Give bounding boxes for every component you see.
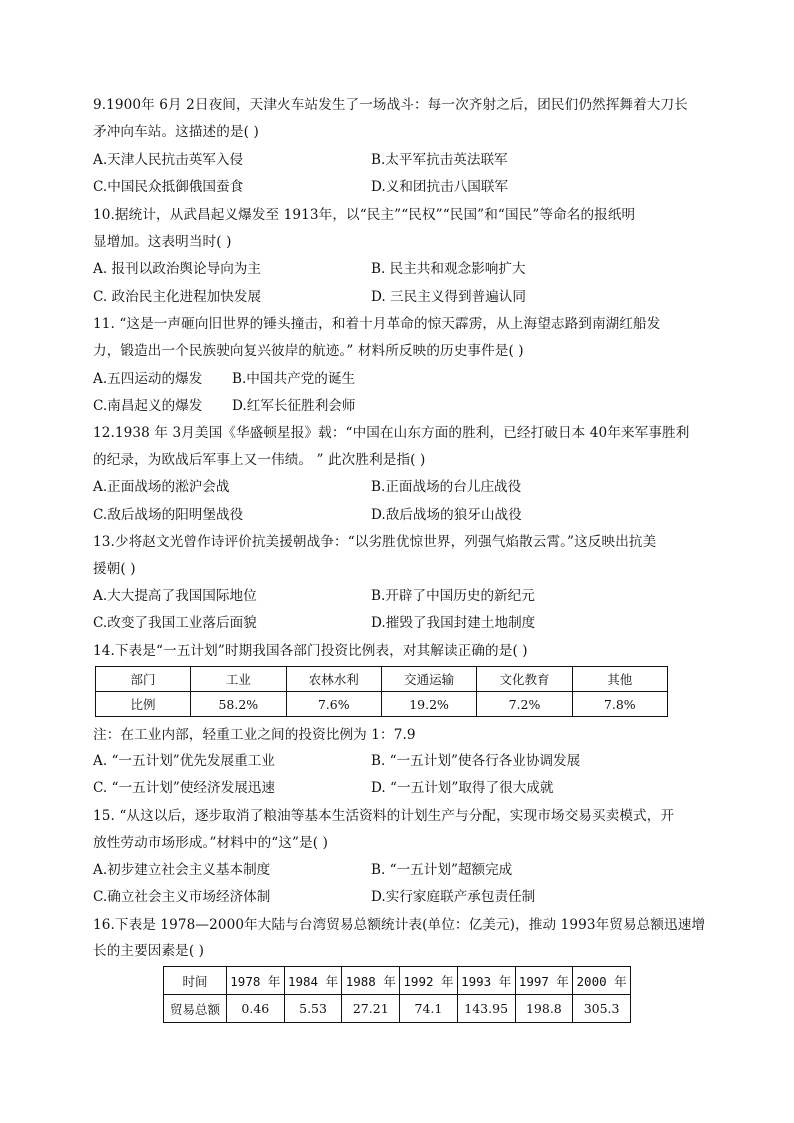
table-header-cell: 农林水利 (286, 667, 381, 692)
q11-option-c: C.南昌起义的爆发 (93, 398, 203, 414)
q13-option-c: C.改变了我国工业落后面貌 (93, 615, 257, 631)
table-header-cell: 2000 年 (573, 967, 631, 995)
table-row (96, 667, 668, 692)
trade-total-table (163, 966, 631, 1023)
table-header-cell: 时间 (164, 967, 227, 995)
table-cell: 比例 (96, 692, 191, 717)
q13-option-b: B.开辟了中国历史的新纪元 (371, 588, 535, 604)
q15-option-a: A.初步建立社会主义基本制度 (93, 862, 271, 878)
table-cell: 143.95 (457, 995, 515, 1023)
table-header-cell: 部门 (96, 667, 191, 692)
table-cell: 19.2% (381, 692, 476, 717)
q10-option-c: C. 政治民主化进程加快发展 (93, 289, 262, 305)
table-cell: 198.8 (515, 995, 573, 1023)
q11-stem-line2: 力，锻造出一个民族驶向复兴彼岸的航迹。” 材料所反映的历史事件是( ) (93, 343, 524, 359)
table-header-cell: 1988 年 (342, 967, 400, 995)
q14-stem-line1: 14.下表是“一五计划”时期我国各部门投资比例表，对其解读正确的是( ) (93, 643, 528, 659)
q12-option-c: C.敌后战场的阳明堡战役 (93, 507, 244, 523)
table-row (164, 967, 631, 995)
investment-ratio-table (95, 666, 668, 717)
q9-stem-line1: 9.1900年 6月 2日夜间，天津火车站发生了一场战斗：每一次齐射之后，团民们仍然挥舞着大刀长 (93, 97, 688, 113)
q15-stem-line1: 15. “从这以后，逐步取消了粮油等基本生活资料的计划生产与分配，实现市场交易买卖模式，开 (93, 808, 675, 824)
q9-option-b: B.太平军抗击英法联军 (371, 152, 508, 168)
q14-option-b: B. “一五计划”使各行各业协调发展 (371, 753, 581, 769)
table-cell: 贸易总额 (164, 995, 227, 1023)
q11-option-b: B.中国共产党的诞生 (232, 371, 356, 387)
q9-option-d: D.义和团抗击八国联军 (371, 179, 509, 195)
q13-stem-line2: 援朝( ) (93, 561, 136, 577)
q12-option-b: B.正面战场的台儿庄战役 (371, 479, 522, 495)
q10-stem-line2: 显增加。这表明当时( ) (93, 234, 232, 250)
q9-option-a: A.天津人民抗击英军入侵 (93, 152, 244, 168)
table-cell: 5.53 (284, 995, 342, 1023)
q16-stem-line1: 16.下表是 1978—2000年大陆与台湾贸易总额统计表(单位：亿美元)，推动 1993年贸易总额迅速增 (93, 917, 706, 933)
table-header-cell: 交通运输 (381, 667, 476, 692)
table-cell: 27.21 (342, 995, 400, 1023)
q15-option-d: D.实行家庭联产承包责任制 (371, 889, 536, 905)
q14-option-d: D. “一五计划”取得了很大成就 (371, 780, 554, 796)
table-header-cell: 其他 (572, 667, 667, 692)
q12-option-a: A.正面战场的淞沪会战 (93, 479, 230, 495)
q10-option-d: D. 三民主义得到普遍认同 (371, 289, 526, 305)
q14-note: 注：在工业内部，轻重工业之间的投资比例为 1：7.9 (93, 727, 416, 743)
table-cell: 7.8% (572, 692, 667, 717)
q10-option-a: A. 报刊以政治舆论导向为主 (93, 261, 261, 277)
table-header-cell: 1993 年 (457, 967, 515, 995)
q9-stem-line2: 矛冲向车站。这描述的是( ) (93, 124, 259, 140)
table-row (96, 692, 668, 717)
q14-option-a: A. “一五计划”优先发展重工业 (93, 753, 275, 769)
q10-option-b: B. 民主共和观念影响扩大 (371, 261, 526, 277)
table-cell: 58.2% (191, 692, 286, 717)
table-header-cell: 工业 (191, 667, 286, 692)
table-row (164, 995, 631, 1023)
q13-stem-line1: 13.少将赵文光曾作诗评价抗美援朝战争：“以劣胜优惊世界，列强气焰散云霄。”这反映出抗美 (93, 534, 657, 550)
q11-option-d: D.红军长征胜利会师 (232, 398, 356, 414)
q15-option-c: C.确立社会主义市场经济体制 (93, 889, 271, 905)
table-header-cell: 1984 年 (284, 967, 342, 995)
table-cell: 7.6% (286, 692, 381, 717)
q15-option-b: B. “一五计划”超额完成 (371, 862, 513, 878)
table-cell: 0.46 (227, 995, 285, 1023)
table-cell: 305.3 (573, 995, 631, 1023)
q15-stem-line2: 放性劳动市场形成。”材料中的“这”是( ) (93, 835, 328, 851)
q12-stem-line2: 的纪录，为欧战后军事上又一伟绩。 ” 此次胜利是指( ) (93, 452, 426, 468)
table-header-cell: 文化教育 (477, 667, 572, 692)
table-header-cell: 1992 年 (400, 967, 458, 995)
q11-stem-line1: 11. “这是一声砸向旧世界的锤头撞击，和着十月革命的惊天霹雳，从上海望志路到南湖红船发 (93, 316, 661, 332)
table-header-cell: 1997 年 (515, 967, 573, 995)
q12-stem-line1: 12.1938 年 3月美国《华盛顿星报》载：“中国在山东方面的胜利，已经打破日本 40年来军事胜利 (93, 425, 690, 441)
q12-option-d: D.敌后战场的狼牙山战役 (371, 507, 522, 523)
q14-option-c: C. “一五计划”使经济发展迅速 (93, 780, 275, 796)
q9-option-c: C.中国民众抵御俄国蚕食 (93, 179, 244, 195)
q11-option-a: A.五四运动的爆发 (93, 371, 203, 387)
q13-option-a: A.大大提高了我国国际地位 (93, 588, 257, 604)
table-cell: 7.2% (477, 692, 572, 717)
table-header-cell: 1978 年 (227, 967, 285, 995)
q16-stem-line2: 长的主要因素是( ) (93, 943, 205, 959)
q13-option-d: D.摧毁了我国封建土地制度 (371, 615, 536, 631)
q10-stem-line1: 10.据统计，从武昌起义爆发至 1913年，以“民主”“民权”“民国”和“国民”等命名的报纸明 (93, 207, 636, 223)
table-cell: 74.1 (400, 995, 458, 1023)
